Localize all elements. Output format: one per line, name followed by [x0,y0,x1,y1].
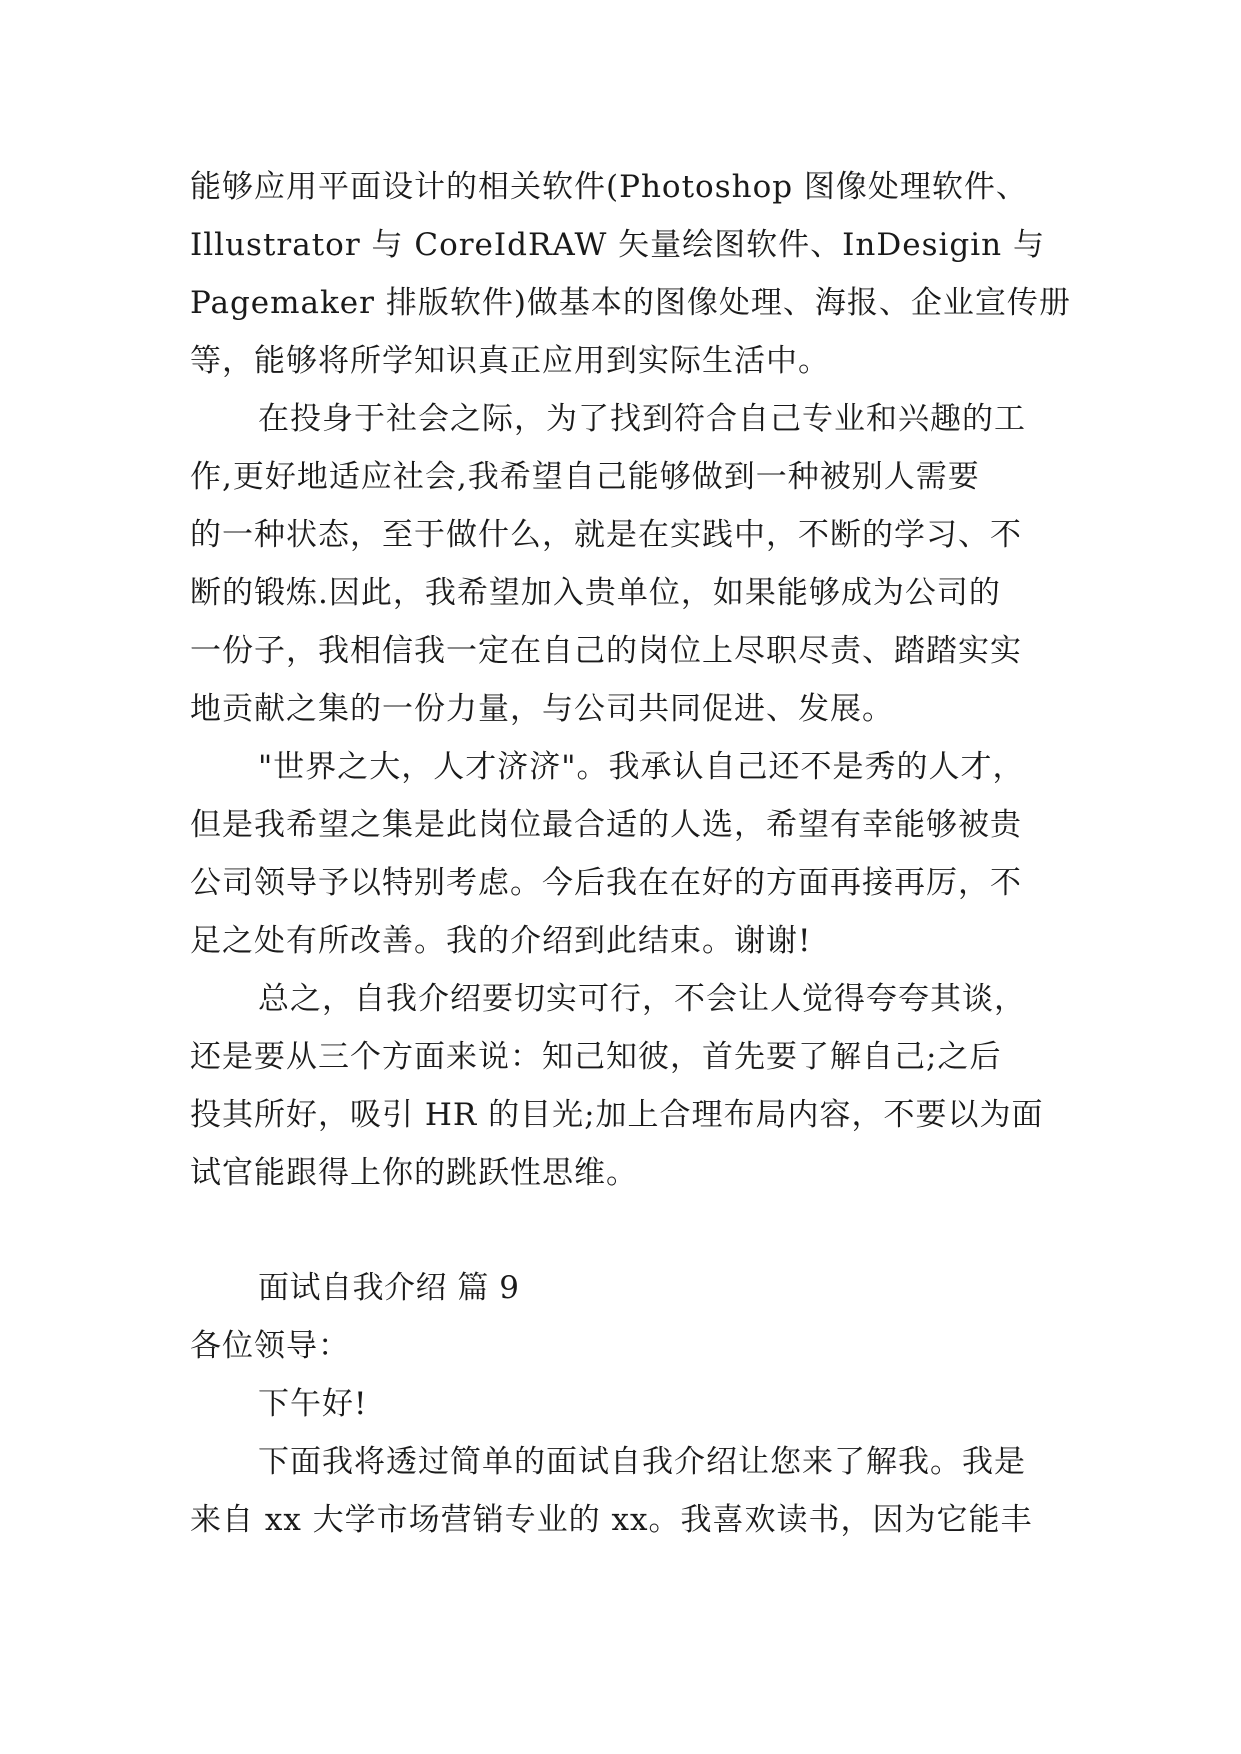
text-line: 的一种状态，至于做什么，就是在实践中，不断的学习、不 [190,517,1022,553]
text-line: 在投身于社会之际，为了找到符合自己专业和兴趣的工 [258,401,1026,437]
text-line: 还是要从三个方面来说：知己知彼，首先要了解自己;之后 [190,1039,1002,1075]
text-line: 地贡献之集的一份力量，与公司共同促进、发展。 [190,691,894,727]
text-line: 能够应用平面设计的相关软件(Photoshop 图像处理软件、 [190,169,1028,205]
text-line: 试官能跟得上你的跳跃性思维。 [190,1155,638,1191]
text-line: 一份子，我相信我一定在自己的岗位上尽职尽责、踏踏实实 [190,633,1022,669]
text-line: 公司领导予以特别考虑。今后我在在好的方面再接再厉，不 [190,865,1022,901]
text-line: 作,更好地适应社会,我希望自己能够做到一种被别人需要 [190,459,980,495]
text-line: 投其所好，吸引 HR 的目光;加上合理布局内容，不要以为面 [190,1097,1044,1133]
text-line: "世界之大，人才济济"。我承认自己还不是秀的人才， [258,749,1025,785]
salutation: 各位领导： [190,1328,350,1364]
text-line: 断的锻炼.因此，我希望加入贵单位，如果能够成为公司的 [190,575,1001,611]
text-line: Pagemaker 排版软件)做基本的图像处理、海报、企业宣传册 [190,285,1071,321]
text-line: 等，能够将所学知识真正应用到实际生活中。 [190,343,830,379]
text-line: 足之处有所改善。我的介绍到此结束。谢谢! [190,923,812,959]
text-line: 但是我希望之集是此岗位最合适的人选，希望有幸能够被贵 [190,807,1022,843]
section-heading: 面试自我介绍 篇 9 [258,1270,520,1306]
text-line: 来自 xx 大学市场营销专业的 xx。我喜欢读书，因为它能丰 [190,1502,1033,1538]
greeting: 下午好! [258,1386,368,1422]
text-line: 下面我将透过简单的面试自我介绍让您来了解我。我是 [258,1444,1026,1480]
text-line: Illustrator 与 CoreIdRAW 矢量绘图软件、InDesigin 与 [190,227,1045,263]
text-line: 总之，自我介绍要切实可行，不会让人觉得夸夸其谈， [258,981,1026,1017]
